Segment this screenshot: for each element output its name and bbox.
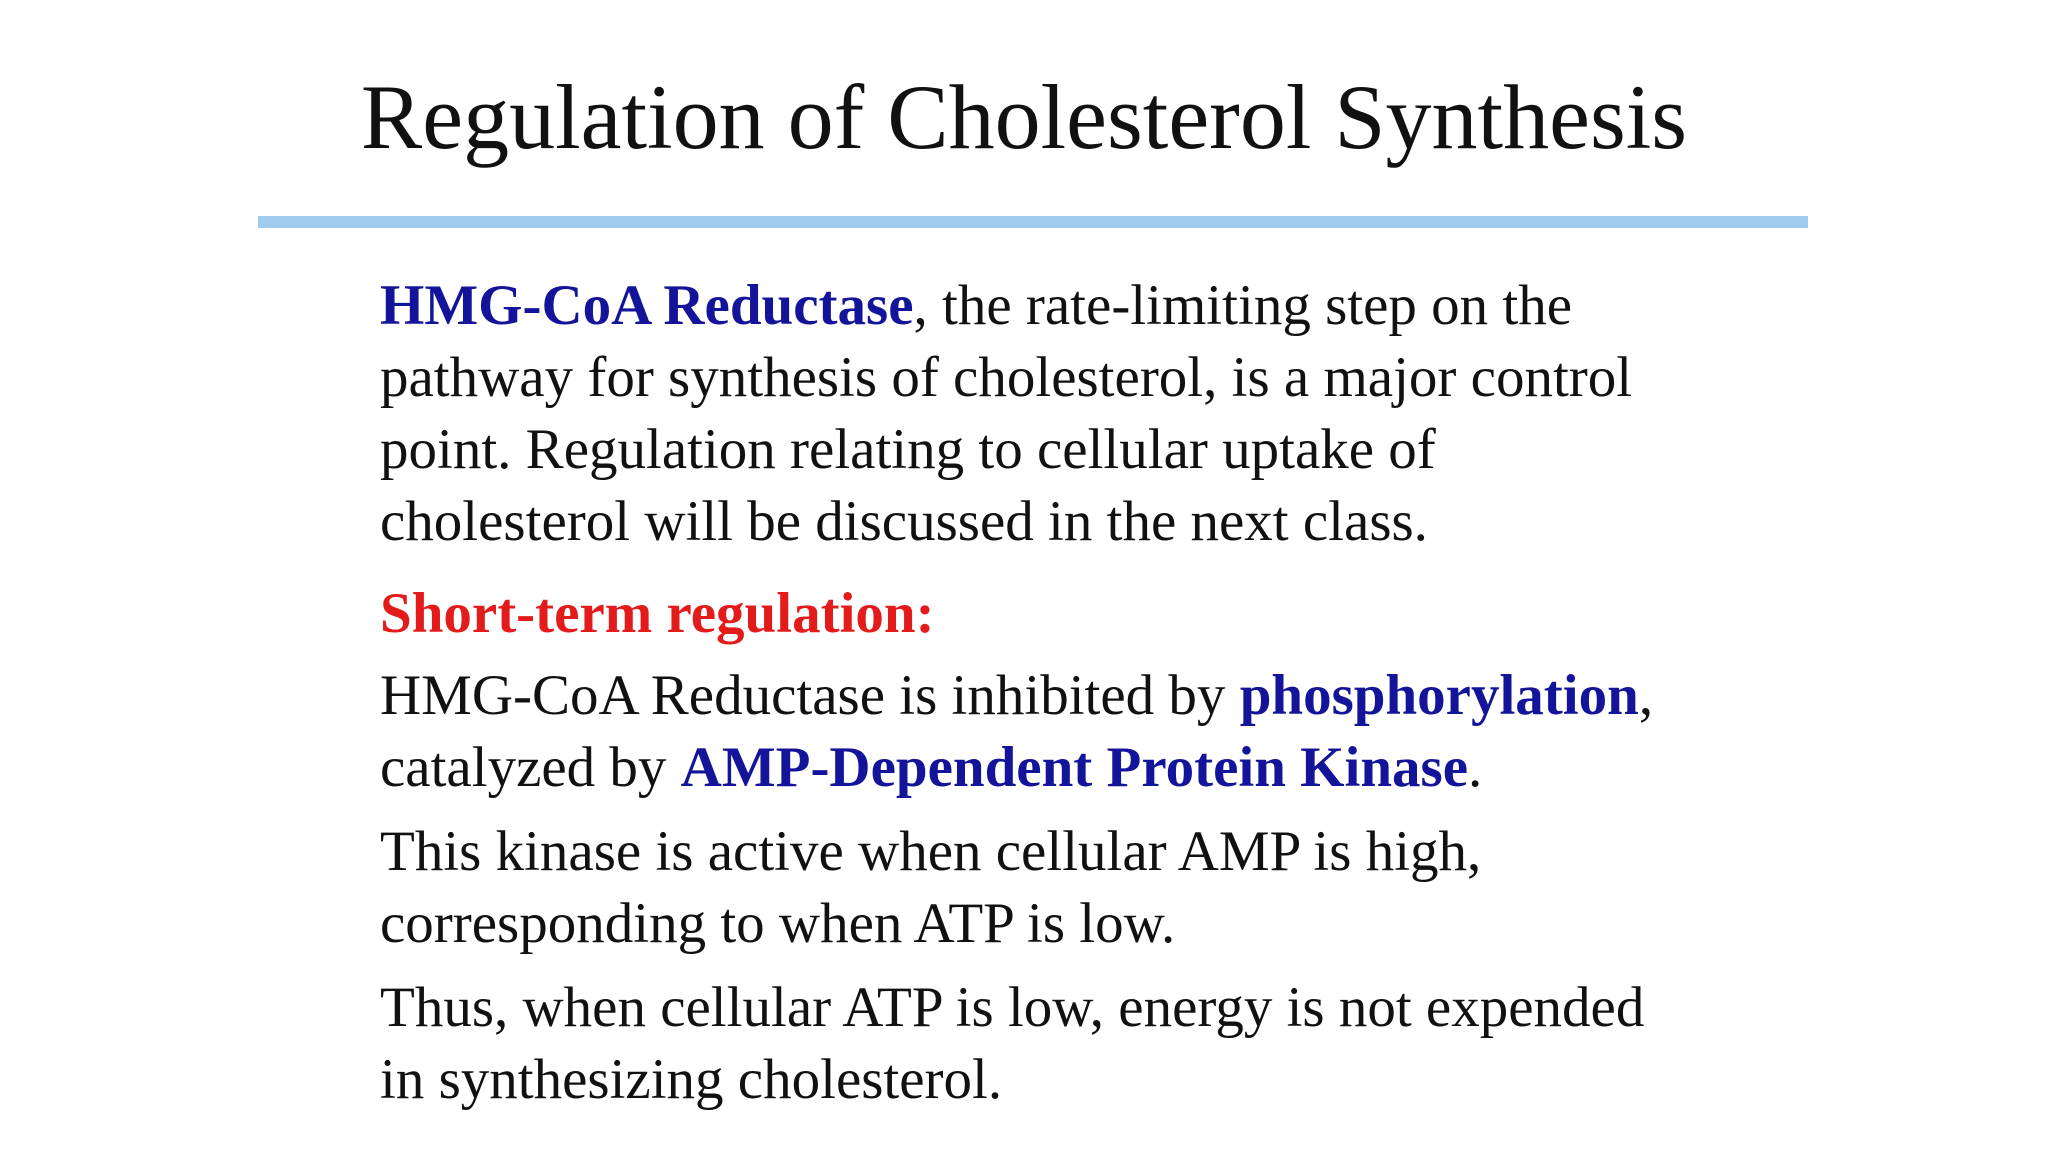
phosphorylation-line-1-end: , [1638, 664, 1654, 727]
kinase-paragraph [380, 816, 1820, 960]
phosphorylation-line-2 [380, 732, 1820, 804]
conclusion-paragraph [380, 972, 1820, 1116]
title-divider [258, 216, 1808, 228]
intro-line-1 [380, 270, 1820, 342]
amp-kinase-term: AMP-Dependent Protein Kinase [680, 736, 1469, 799]
intro-line-4: cholesterol will be discussed in the next class. [380, 490, 1428, 553]
phosphorylation-line-1-start: HMG-CoA Reductase is inhibited by [380, 664, 1240, 727]
kinase-line-2: corresponding to when ATP is low. [380, 892, 1176, 955]
intro-line-2: pathway for synthesis of cholesterol, is a major control [380, 346, 1633, 409]
phosphorylation-line-2-end: . [1468, 736, 1483, 799]
conclusion-line-1: Thus, when cellular ATP is low, energy is not expended [380, 976, 1645, 1039]
intro-line-3: point. Regulation relating to cellular uptake of [380, 418, 1436, 481]
phosphorylation-term: phosphorylation [1239, 664, 1639, 727]
hmg-coa-reductase-term: HMG-CoA Reductase [380, 274, 914, 337]
slide-body [380, 270, 1820, 1116]
intro-paragraph [380, 270, 1820, 558]
phosphorylation-line-1 [380, 660, 1820, 732]
intro-line-1-rest: , the rate-limiting step on the [913, 274, 1573, 337]
short-term-heading: Short-term regulation: [380, 582, 935, 645]
slide-title: Regulation of Cholesterol Synthesis [360, 66, 1688, 168]
phosphorylation-paragraph [380, 660, 1820, 804]
kinase-line-1: This kinase is active when cellular AMP is high, [380, 820, 1482, 883]
short-term-heading-block [380, 578, 1820, 650]
phosphorylation-line-2-start: catalyzed by [380, 736, 681, 799]
conclusion-line-2: in synthesizing cholesterol. [380, 1048, 1003, 1111]
